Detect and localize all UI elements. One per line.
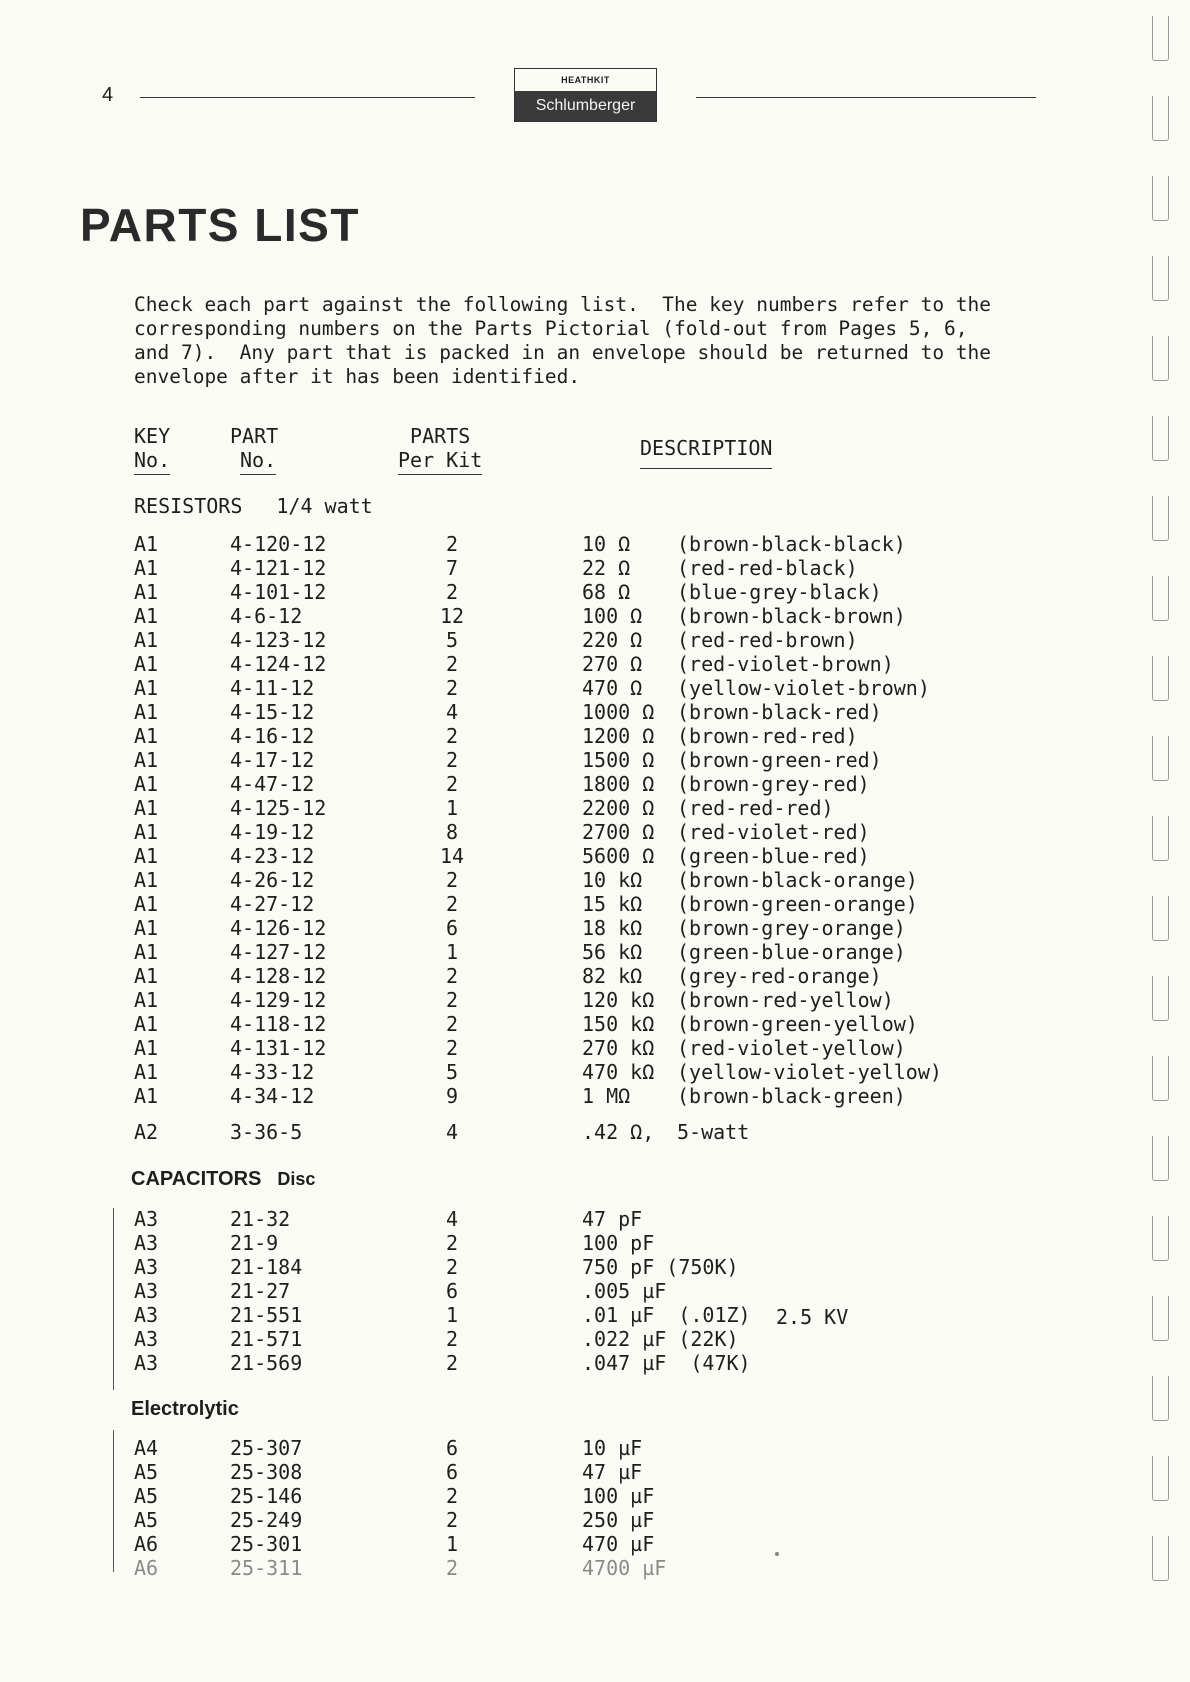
key-cell: A3: [134, 1279, 159, 1303]
key-cell: A1: [134, 604, 159, 628]
part-cell: 25-307: [230, 1436, 303, 1460]
value-cell: 220 Ω: [582, 628, 643, 652]
part-cell: 4-124-12: [230, 652, 327, 676]
qty-cell: 12: [439, 604, 465, 628]
binder-tab: [1152, 1376, 1169, 1421]
heathkit-logo: [514, 68, 657, 122]
table-row: [0, 868, 1000, 892]
part-cell: 25-301: [230, 1532, 303, 1556]
description-cell: (brown-black-green): [677, 1084, 906, 1108]
qty-cell: 2: [445, 1036, 459, 1060]
description-cell: (red-violet-red): [677, 820, 870, 844]
part-cell: 21-184: [230, 1255, 303, 1279]
part-cell: 4-120-12: [230, 532, 327, 556]
value-cell: 5600 Ω: [582, 844, 655, 868]
key-cell: A1: [134, 1036, 159, 1060]
table-row: [0, 772, 1000, 796]
part-cell: 21-32: [230, 1207, 291, 1231]
binder-tab: [1152, 1296, 1169, 1341]
column-header-part: [230, 424, 278, 475]
binder-tab: [1152, 1136, 1169, 1181]
part-cell: 21-551: [230, 1303, 303, 1327]
table-row: [0, 1532, 1000, 1556]
value-cell: 470 kΩ: [582, 1060, 655, 1084]
part-cell: 4-131-12: [230, 1036, 327, 1060]
part-cell: 4-127-12: [230, 940, 327, 964]
value-cell: 15 kΩ: [582, 892, 643, 916]
part-cell: 4-123-12: [230, 628, 327, 652]
value-cell: 18 kΩ: [582, 916, 643, 940]
qty-cell: 2: [445, 532, 459, 556]
header-rule-left: [140, 97, 475, 98]
value-cell: 100 Ω: [582, 604, 643, 628]
part-cell: 4-118-12: [230, 1012, 327, 1036]
key-cell: A1: [134, 748, 159, 772]
table-row: [0, 1207, 1000, 1231]
qty-cell: 1: [445, 1303, 459, 1327]
part-cell: 25-146: [230, 1484, 303, 1508]
qty-cell: 2: [445, 652, 459, 676]
qty-cell: 4: [445, 1120, 459, 1144]
qty-cell: 2: [445, 772, 459, 796]
key-cell: A1: [134, 940, 159, 964]
key-cell: A3: [134, 1351, 159, 1375]
description-cell: (brown-black-orange): [677, 868, 918, 892]
part-cell: 21-569: [230, 1351, 303, 1375]
value-cell: .047 µF (47K): [582, 1351, 751, 1375]
binder-tab: [1152, 96, 1169, 141]
table-row: [0, 1303, 1000, 1327]
header-qty-line2: Per Kit: [398, 448, 482, 475]
key-cell: A1: [134, 772, 159, 796]
part-cell: 4-16-12: [230, 724, 315, 748]
key-cell: A1: [134, 1084, 159, 1108]
value-cell: 2200 Ω: [582, 796, 655, 820]
key-cell: A1: [134, 700, 159, 724]
value-cell: 470 Ω: [582, 676, 643, 700]
part-cell: 25-308: [230, 1460, 303, 1484]
value-cell: 10 Ω: [582, 532, 631, 556]
value-cell: 270 kΩ: [582, 1036, 655, 1060]
binder-tab: [1152, 816, 1169, 861]
part-cell: 3-36-5: [230, 1120, 303, 1144]
binder-tab: [1152, 1456, 1169, 1501]
voltage-note: 2.5 KV: [776, 1305, 849, 1329]
table-row: [0, 820, 1000, 844]
logo-company: Schlumberger: [515, 91, 656, 121]
qty-cell: 2: [445, 748, 459, 772]
part-cell: 4-33-12: [230, 1060, 315, 1084]
qty-cell: 2: [445, 964, 459, 988]
part-cell: 4-101-12: [230, 580, 327, 604]
table-row: [0, 724, 1000, 748]
resistor-table-extra: [0, 1120, 1000, 1144]
intro-line: and 7). Any part that is packed in an envelope should be returned to the: [134, 341, 992, 364]
table-row: [0, 1120, 1000, 1144]
table-row: [0, 748, 1000, 772]
table-row: [0, 1231, 1000, 1255]
capacitors-heading: [131, 1168, 315, 1191]
table-row: [0, 1436, 1000, 1460]
value-cell: 47 pF: [582, 1207, 643, 1231]
header-part-line1: PART: [230, 424, 279, 448]
qty-cell: 2: [445, 1012, 459, 1036]
description-cell: (brown-black-black): [677, 532, 906, 556]
value-cell: 10 kΩ: [582, 868, 643, 892]
capacitors-title: CAPACITORS: [131, 1168, 262, 1190]
part-cell: 4-125-12: [230, 796, 327, 820]
binder-tab: [1152, 1056, 1169, 1101]
table-row: [0, 892, 1000, 916]
description-cell: (brown-grey-orange): [677, 916, 906, 940]
binder-tab: [1152, 576, 1169, 621]
key-cell: A1: [134, 652, 159, 676]
part-cell: 4-47-12: [230, 772, 315, 796]
description-cell: (green-blue-orange): [677, 940, 906, 964]
part-cell: 4-23-12: [230, 844, 315, 868]
header-description: DESCRIPTION: [640, 436, 772, 469]
qty-cell: 9: [445, 1084, 459, 1108]
electrolytic-table: [0, 1436, 1000, 1580]
table-row: [0, 628, 1000, 652]
table-row: [0, 1508, 1000, 1532]
table-row: [0, 1556, 1000, 1580]
value-cell: 270 Ω: [582, 652, 643, 676]
value-cell: 1 MΩ: [582, 1084, 631, 1108]
key-cell: A1: [134, 1012, 159, 1036]
value-cell: 100 pF: [582, 1231, 655, 1255]
table-row: [0, 1279, 1000, 1303]
qty-cell: 2: [445, 892, 459, 916]
part-cell: 21-571: [230, 1327, 303, 1351]
column-header-qty: [398, 424, 482, 475]
description-cell: (brown-green-red): [677, 748, 882, 772]
table-row: [0, 844, 1000, 868]
page-title: PARTS LIST: [80, 199, 360, 251]
description-cell: (brown-red-red): [677, 724, 858, 748]
column-header-description: [640, 436, 772, 469]
key-cell: A1: [134, 964, 159, 988]
key-cell: A3: [134, 1231, 159, 1255]
header-qty-line1: PARTS: [410, 424, 471, 448]
key-cell: A3: [134, 1327, 159, 1351]
table-row: [0, 1255, 1000, 1279]
table-row: [0, 1012, 1000, 1036]
table-row: [0, 652, 1000, 676]
table-row: [0, 1084, 1000, 1108]
binder-tab: [1152, 896, 1169, 941]
qty-cell: 2: [445, 1231, 459, 1255]
qty-cell: 4: [445, 1207, 459, 1231]
value-cell: 470 µF: [582, 1532, 655, 1556]
description-cell: (yellow-violet-brown): [677, 676, 930, 700]
binder-tab: [1152, 256, 1169, 301]
key-cell: A3: [134, 1303, 159, 1327]
qty-cell: 2: [445, 988, 459, 1012]
value-cell: .42 Ω,: [582, 1120, 655, 1144]
part-cell: 4-128-12: [230, 964, 327, 988]
qty-cell: 2: [445, 1556, 459, 1580]
description-cell: (brown-green-orange): [677, 892, 918, 916]
table-row: [0, 700, 1000, 724]
key-cell: A1: [134, 988, 159, 1012]
qty-cell: 1: [445, 940, 459, 964]
intro-line: corresponding numbers on the Parts Pictorial (fold-out from Pages 5, 6,: [134, 317, 968, 340]
part-cell: 4-17-12: [230, 748, 315, 772]
binder-tab: [1152, 976, 1169, 1021]
key-cell: A1: [134, 892, 159, 916]
table-row: [0, 796, 1000, 820]
value-cell: 4700 µF: [582, 1556, 667, 1580]
key-cell: A1: [134, 868, 159, 892]
table-row: [0, 1460, 1000, 1484]
intro-line: envelope after it has been identified.: [134, 365, 581, 388]
value-cell: 1800 Ω: [582, 772, 655, 796]
column-header-key: [134, 424, 170, 475]
value-cell: 150 kΩ: [582, 1012, 655, 1036]
key-cell: A5: [134, 1484, 159, 1508]
logo-brand: HEATHKIT: [561, 75, 610, 85]
description-cell: (green-blue-red): [677, 844, 870, 868]
key-cell: A1: [134, 820, 159, 844]
qty-cell: 2: [445, 1351, 459, 1375]
page-number: 4: [102, 84, 114, 106]
value-cell: 100 µF: [582, 1484, 655, 1508]
description-cell: (blue-grey-black): [677, 580, 882, 604]
binder-tab: [1152, 656, 1169, 701]
description-cell: (brown-grey-red): [677, 772, 870, 796]
qty-cell: 8: [445, 820, 459, 844]
table-row: [0, 1484, 1000, 1508]
qty-cell: 2: [445, 1484, 459, 1508]
table-row: [0, 580, 1000, 604]
part-cell: 4-6-12: [230, 604, 303, 628]
description-cell: (yellow-violet-yellow): [677, 1060, 942, 1084]
part-cell: 21-9: [230, 1231, 279, 1255]
value-cell: 82 kΩ: [582, 964, 643, 988]
part-cell: 4-34-12: [230, 1084, 315, 1108]
qty-cell: 7: [445, 556, 459, 580]
key-cell: A1: [134, 556, 159, 580]
key-cell: A1: [134, 1060, 159, 1084]
value-cell: 1200 Ω: [582, 724, 655, 748]
table-row: [0, 916, 1000, 940]
qty-cell: 6: [445, 1279, 459, 1303]
description-cell: (brown-green-yellow): [677, 1012, 918, 1036]
resistor-table: [0, 532, 1000, 1108]
key-cell: A6: [134, 1556, 159, 1580]
description-cell: (red-red-red): [677, 796, 834, 820]
electrolytic-heading: Electrolytic: [131, 1398, 239, 1420]
capacitor-table: [0, 1207, 1000, 1375]
key-cell: A5: [134, 1508, 159, 1532]
header-rule-right: [696, 97, 1036, 98]
key-cell: A3: [134, 1207, 159, 1231]
key-cell: A1: [134, 676, 159, 700]
value-cell: .01 µF (.01Z): [582, 1303, 751, 1327]
description-cell: (grey-red-orange): [677, 964, 882, 988]
table-row: [0, 1351, 1000, 1375]
qty-cell: 2: [445, 1255, 459, 1279]
qty-cell: 6: [445, 1460, 459, 1484]
description-cell: (red-red-brown): [677, 628, 858, 652]
table-row: [0, 1327, 1000, 1351]
part-cell: 4-19-12: [230, 820, 315, 844]
key-cell: A1: [134, 844, 159, 868]
value-cell: 2700 Ω: [582, 820, 655, 844]
value-cell: 1500 Ω: [582, 748, 655, 772]
description-cell: (red-violet-brown): [677, 652, 894, 676]
part-cell: 25-249: [230, 1508, 303, 1532]
table-row: [0, 964, 1000, 988]
qty-cell: 2: [445, 676, 459, 700]
resistors-subtitle: 1/4 watt: [276, 494, 373, 518]
capacitors-subtitle: Disc: [277, 1169, 316, 1189]
key-cell: A2: [134, 1120, 159, 1144]
description-cell: (red-violet-yellow): [677, 1036, 906, 1060]
binder-tab: [1152, 416, 1169, 461]
binder-tab: [1152, 736, 1169, 781]
part-cell: 4-126-12: [230, 916, 327, 940]
qty-cell: 2: [445, 868, 459, 892]
part-cell: 4-27-12: [230, 892, 315, 916]
qty-cell: 14: [439, 844, 465, 868]
key-cell: A4: [134, 1436, 159, 1460]
key-cell: A1: [134, 532, 159, 556]
resistors-heading: [134, 494, 373, 518]
description-cell: (brown-black-brown): [677, 604, 906, 628]
key-cell: A1: [134, 796, 159, 820]
qty-cell: 6: [445, 1436, 459, 1460]
value-cell: 47 µF: [582, 1460, 643, 1484]
binder-tab: [1152, 16, 1169, 61]
header-key-line1: KEY: [134, 424, 171, 448]
table-row: [0, 676, 1000, 700]
qty-cell: 5: [445, 628, 459, 652]
value-cell: 10 µF: [582, 1436, 643, 1460]
description-cell: (brown-red-yellow): [677, 988, 894, 1012]
binder-tab: [1152, 176, 1169, 221]
part-cell: 21-27: [230, 1279, 291, 1303]
part-cell: 4-121-12: [230, 556, 327, 580]
part-cell: 4-129-12: [230, 988, 327, 1012]
qty-cell: 1: [445, 1532, 459, 1556]
qty-cell: 2: [445, 724, 459, 748]
qty-cell: 6: [445, 916, 459, 940]
table-row: [0, 988, 1000, 1012]
key-cell: A1: [134, 724, 159, 748]
qty-cell: 2: [445, 580, 459, 604]
table-row: [0, 556, 1000, 580]
value-cell: .005 µF: [582, 1279, 667, 1303]
table-row: [0, 1036, 1000, 1060]
value-cell: .022 µF (22K): [582, 1327, 739, 1351]
part-cell: 4-11-12: [230, 676, 315, 700]
qty-cell: 1: [445, 796, 459, 820]
description-cell: 5-watt: [677, 1120, 750, 1144]
key-cell: A1: [134, 916, 159, 940]
binder-tab: [1152, 1216, 1169, 1261]
resistors-title: RESISTORS: [134, 494, 243, 518]
part-cell: 25-311: [230, 1556, 303, 1580]
value-cell: 750 pF (750K): [582, 1255, 739, 1279]
qty-cell: 4: [445, 700, 459, 724]
binder-tab: [1152, 1536, 1169, 1581]
description-cell: (red-red-black): [677, 556, 858, 580]
header-part-line2: No.: [240, 448, 276, 475]
table-row: [0, 940, 1000, 964]
intro-paragraph: [134, 293, 1034, 389]
header-key-line2: No.: [134, 448, 170, 475]
value-cell: 68 Ω: [582, 580, 631, 604]
table-row: [0, 1060, 1000, 1084]
table-row: [0, 532, 1000, 556]
binder-tab: [1152, 336, 1169, 381]
binder-tab: [1152, 496, 1169, 541]
value-cell: 22 Ω: [582, 556, 631, 580]
value-cell: 1000 Ω: [582, 700, 655, 724]
paper-speck: [775, 1552, 779, 1556]
intro-line: Check each part against the following list. The key numbers refer to the: [134, 293, 992, 316]
part-cell: 4-26-12: [230, 868, 315, 892]
key-cell: A1: [134, 628, 159, 652]
qty-cell: 5: [445, 1060, 459, 1084]
part-cell: 4-15-12: [230, 700, 315, 724]
description-cell: (brown-black-red): [677, 700, 882, 724]
value-cell: 56 kΩ: [582, 940, 643, 964]
table-row: [0, 604, 1000, 628]
key-cell: A6: [134, 1532, 159, 1556]
qty-cell: 2: [445, 1508, 459, 1532]
value-cell: 250 µF: [582, 1508, 655, 1532]
key-cell: A3: [134, 1255, 159, 1279]
key-cell: A1: [134, 580, 159, 604]
qty-cell: 2: [445, 1327, 459, 1351]
value-cell: 120 kΩ: [582, 988, 655, 1012]
key-cell: A5: [134, 1460, 159, 1484]
